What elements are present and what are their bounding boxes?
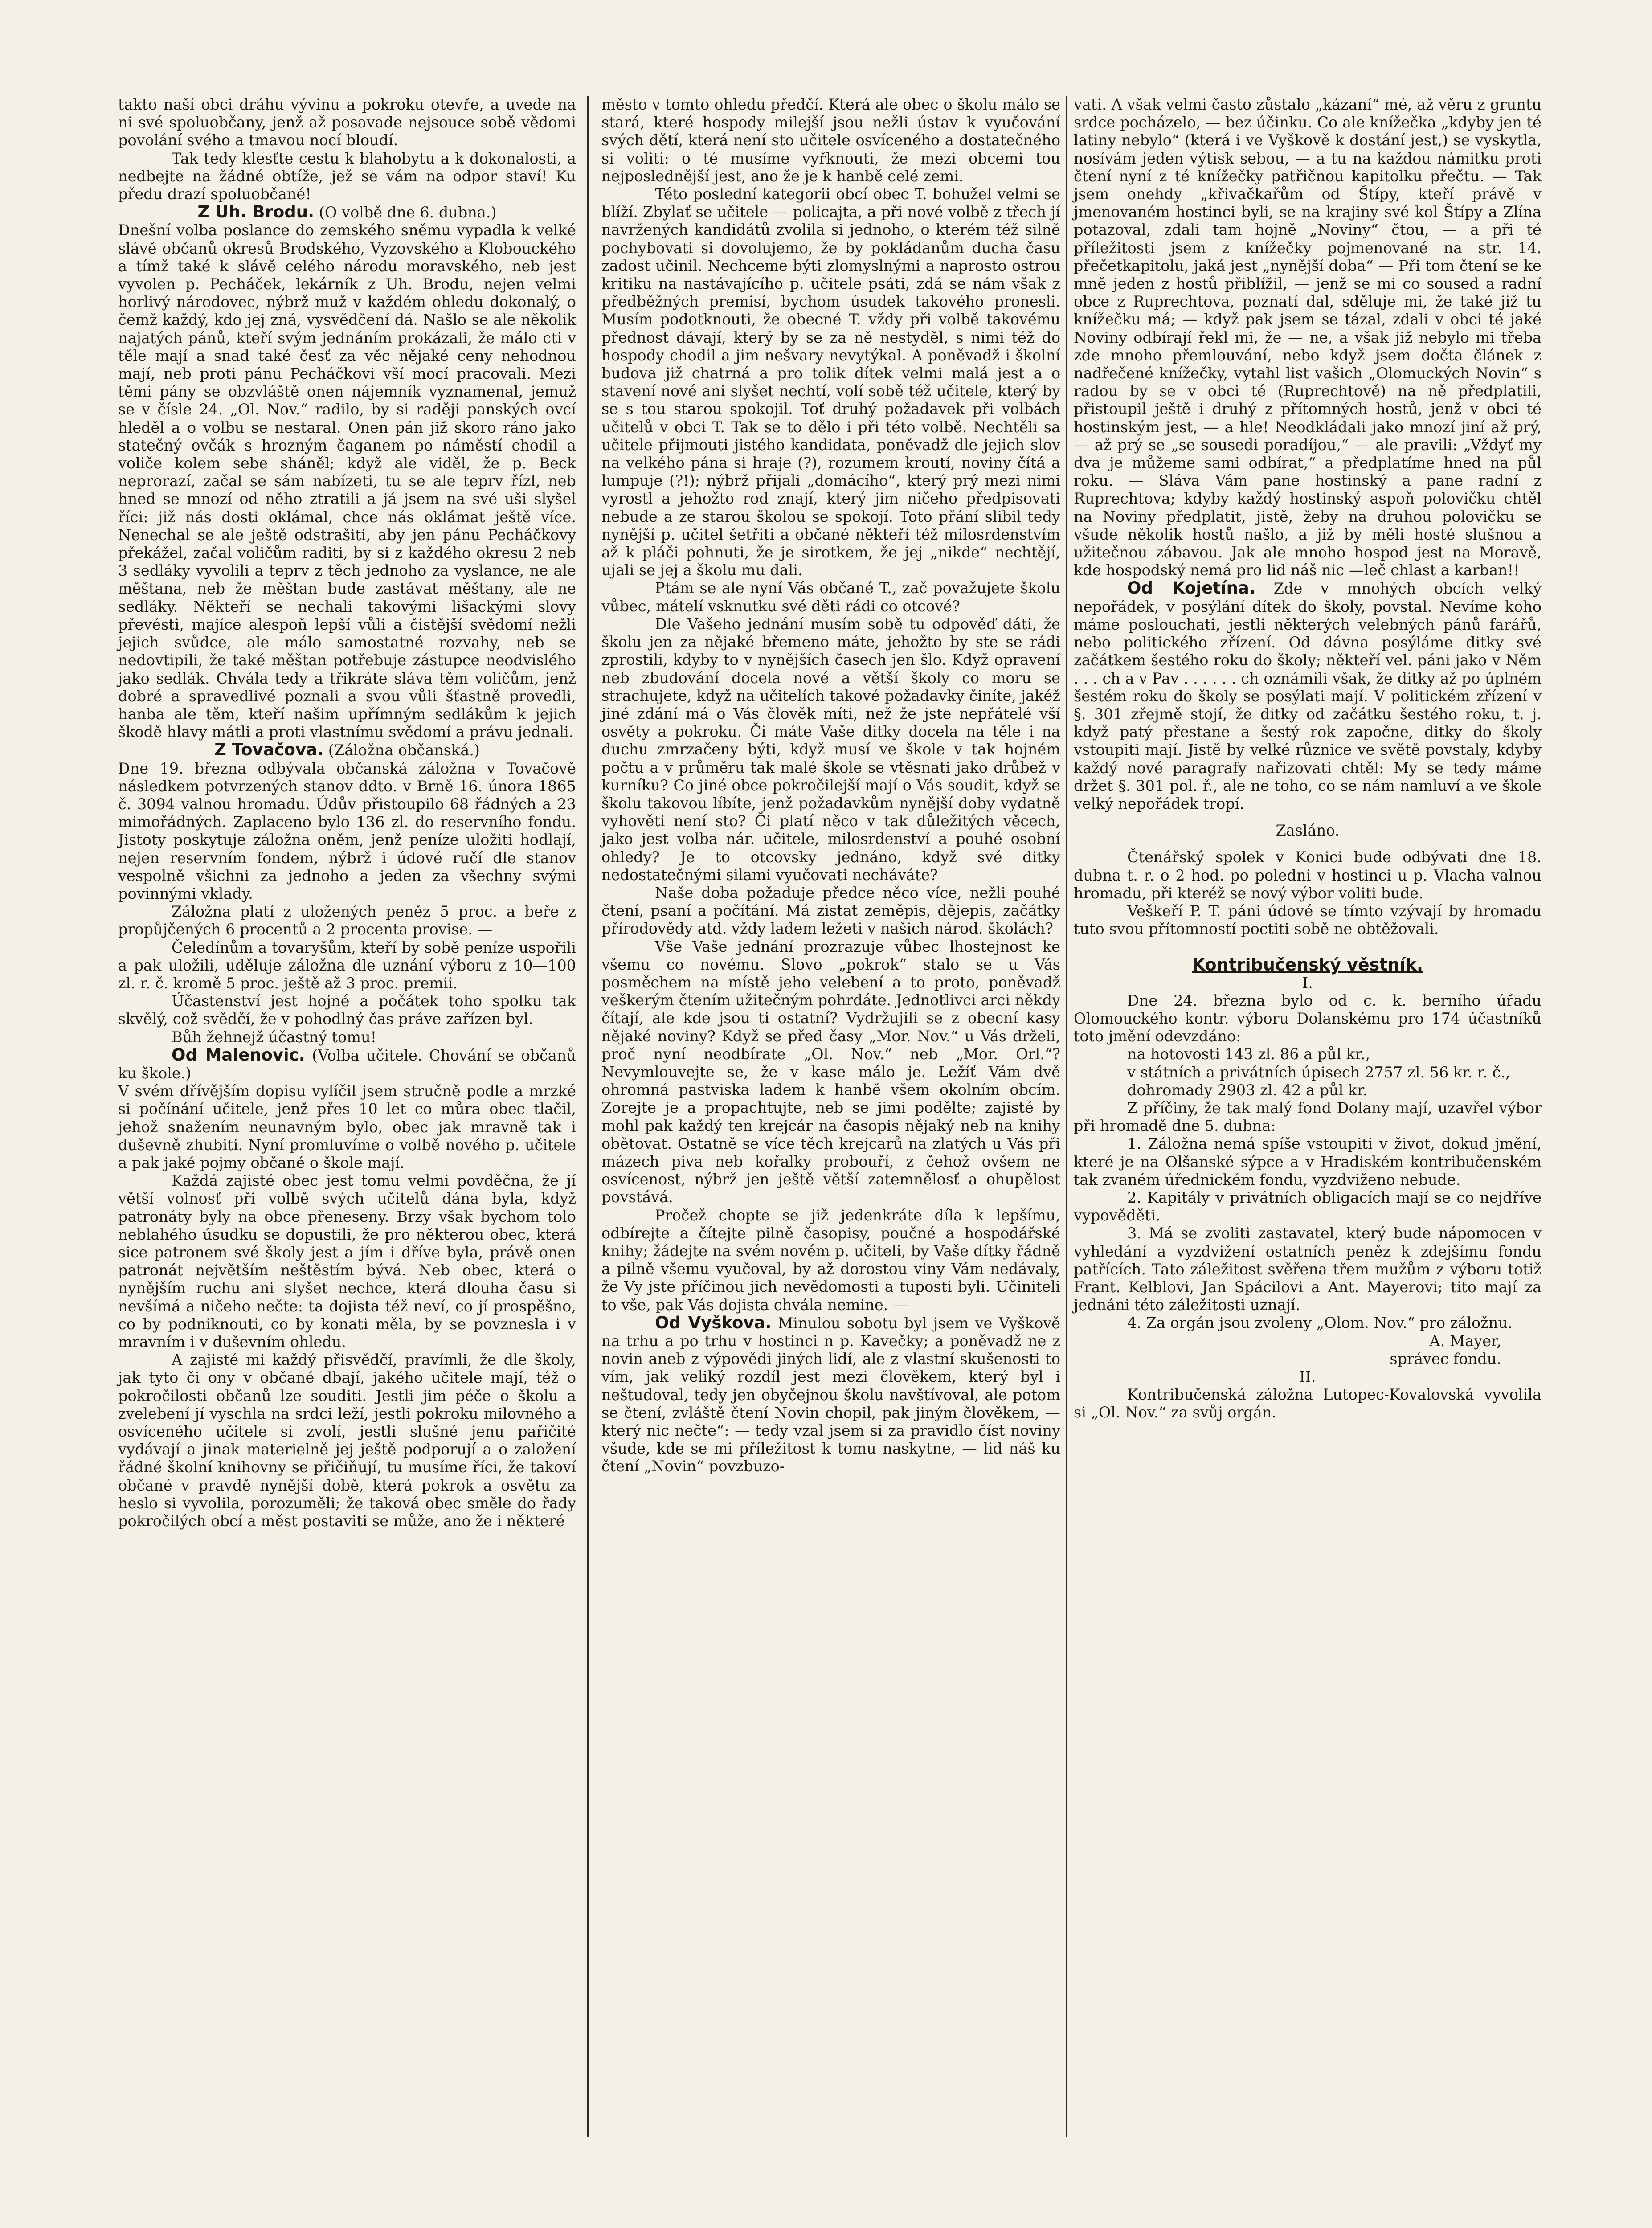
article-heading: Z Uh. Brodu. [197,202,315,222]
column-rule-right [1066,96,1067,2137]
section-label: Zasláno. [1276,822,1340,840]
signature-name: A. Mayer, [1429,1332,1501,1350]
article-heading: Od Malenovic. [172,1045,305,1065]
paragraph-inline: Zde v mnohých obcích velký nepořádek, v posýlání dítek do školy, povstal. Nevíme koho máme poslouchati, jestli některých velebných pánů farářů, nebo politického zřízení. Od dávna posýláme ditky své začátkem šestého roku do školy; někteří vel. páni jako v Něm . . . ch a v Pav . . . . . . ch oznámili však, že ditky až po úplném šestém roku do školy se posýlati mají. V politickém zřízení v §. 301 zřejmě stojí, že ditky od začátku šestého roku, t. j. když patý přestane a šestý rok započne, ditky do školy vstoupiti mají. Jistě by velké různice ve světě povstaly, kdyby každý nové paragrafy nařizovati chtěl: My se tedy máme držet §. 301 pol. ř., ale ne toho, co se nám namluví a ve škole velký nepořádek tropí. [1074,580,1542,812]
spacer [1074,840,1542,848]
paragraph: město v tomto ohledu předčí. Která ale obec o školu málo se stará, které hospody milejší jsou nežli ústav k vyučování svých dětí, která není sto učitele osvíceného a dostatečného si voliti: o té musíme vyřknouti, že mezi obcemi tou nejposlednější jest, ano že je k hanbě celé zemi. [601,96,1060,185]
paragraph: Kontribučenská záložna Lutopec-Kovalovská vyvolila si „Ol. Nov.“ za svůj orgán. [1074,1386,1542,1421]
article-heading-line [601,1314,1060,1476]
list-line: dohromady 2903 zl. 42 a půl kr. [1127,1081,1368,1099]
numbered-item: 4. Za orgán jsou zvoleny „Olom. Nov.“ pro záložnu. [1127,1314,1513,1332]
column-rule-left [587,96,589,2137]
numbered-item: 2. Kapitály v privátních obligacích mají se co nejdříve vypověděti. [1074,1188,1542,1225]
article-subheading: (Záložna občanská.) [328,741,480,759]
article-heading-line [118,741,576,759]
paragraph: Pročež chopte se již jedenkráte díla k lepšímu, odbírejte a čítejte pilně časopisy, poučné a hospodářské knihy; žádejte na svém novém p. učiteli, by Vaše dítky řádně a pilně všemu vyučoval, by až dorostou viny Vám nedávaly, že Vy jste příčinou jich nevědomosti a tuposti byli. Učiniteli to vše, pak Vás dojista chvála nemine. — [601,1206,1060,1314]
list-line: v státních a privátních úpisech 2757 zl. 56 kr. r. č., [1127,1063,1510,1081]
paragraph: Účastenství jest hojné a počátek toho spolku tak skvělý, což svědčí, že v pohodlný čas práve zařízen byl. [118,992,576,1028]
paragraph: Dnešní volba poslance do zemského sněmu vypadla k velké slávě občanů okresů Brodského, Vyzovského a Klobouckého a tímž také k slávě celého národu moravského, neb jest vyvolen p. Pecháček, lekárník z Uh. Brodu, nejen velmi horlivý národovec, nýbrž muž v každém ohledu dokonalý, o čemž každý, kdo jej zná, vysvědčení dá. Našlo se ale několik najatých pánů, kteří svým jednáním prokázali, že málo cti v těle mají a snad také česť za věc nějaké ceny nehodnou mají, neb proti pánu Pecháčkovi vší mocí pracovali. Mezi těmi pány se obzvláště onen nájemník vyznamenal, jemuž se v čísle 24. „Ol. Nov.“ radilo, by si raději panských ovcí hleděl a o volbu se nestaral. Onen pán již skoro ráno jako statečný ovčák s hrozným čaganem po náměstí chodil a voliče kolem sebe sháněl; když ale viděl, že p. Beck neprorazí, začal se sám nabízeti, tu se ale teprv řízl, neb hned se mnozí od něho ztratili a já jsem na své uši slyšel říci: již nás dosti oklámal, chce nás oklámat ještě více. Nenechal se ale ještě odstrašiti, aby jen pánu Pecháčkovy překážel, začal voličům raditi, by si z každého okresu 2 neb 3 sedláky vyvolili a teprv z těch jednoho za vyslance, ne ale měštana, neb že měštan bude zastávat měštany, ale ne sedláky. Někteří se nechali takovými lišackými slovy převésti, majíce alespoň lepší vůli a čistější svědomí nežli jejich svůdce, ale málo samostatné rozvahy, neb se nedovtipili, že také měštan potřebuje zástupce neodvislého jako sedlák. Chvála tedy a třikráte sláva těm voličům, jenž dobré a spravedlivé poznali a svou vůli šťastně provedli, hanba ale těm, kteří našim upřímným sedlákům k jejich škodě hlavy mátli a proti vlastnímu svědomí a právu jednali. [118,221,576,741]
column-2 [601,96,1060,1476]
article-heading: Z Tovačova. [214,740,324,760]
paragraph: Záložna platí z uložených peněz 5 proc. a beře z propůjčených 6 procentů a 2 procenta provise. — [118,903,576,938]
paragraph: vati. A však velmi často zůstalo „kázaní“ mé, až věru z gruntu srdce pocházelo, — bez účinku. Co ale knížečka „kdyby jen té latiny nebylo“ (která i ve Vyškově k dostání jest,) se vyskytla, nosívám jeden výtisk sebou, — a tu na každou námitku proti čtení nyní z té knížečky patřičnou kapitolku přečtu. — Tak jsem onehdy „křivačkařům od Štípy, kteří právě v jmenovaném hostinci byli, se na krajiny své kol Štípy a Zlína potazoval, zdali tam hojně „Noviny“ čtou, — a při té příležitosti jsem z knížečky pojmenované na str. 14. přečetkapitolu, jaká jest „nynější doba“ — Při tom čtení se ke mně jeden z hostů přiblížil, — jenž se mi co soused a radní obce z Ruprechtova, poznatí dal, sděluje mi, že také již tu knížečku má; — když pak jsem se tázal, zdali v obci té jaké Noviny odbírají řekl mi, že — ne, a však již nebylo mi třeba zde mnoho přemlouvání, nebo když jsem dočta článek z nadřečené knížečky, vytahl list vašich „Olomuckých Novin“ s radou by se v obci té (Ruprechtově) na ně předplatili, přistoupil ještě i druhý z přítomných hostů, jenž v obci té hostinským jest, — a hle! Neodkládali jako mnozí jiní až prý, — až prý se „se sousedi poradíjou,“ — ale pravili: „Vždyť my dva je můžeme sami odbírat,“ a předplatíme hned na půl roku. — Sláva Vám pane hostinský a pane radní z Ruprechtova; kdyby každý hostinský aspoň polovičku chtěl na Noviny předplatit, jistě, žeby na druhou polovičku se všude několik hostů našlo, a již by měli hosté slušnou a užitečnou zábavou. Jak ale mnoho hospod jest na Moravě, kde hospodský nemá pro lid náš nic —leč chlast a karban!! [1074,96,1542,579]
spacer [1074,947,1542,956]
paragraph: Této poslední kategorii obcí obec T. bohužel velmi se blíží. Zbylať se učitele — policajta, a při nové volbě z třech jí navržených kandidátů zvolila si jednoho, o kterém též silně pochybovati si dovolujemo, že by pokládanům ducha času zadost učinil. Nechceme býti zlomyslnými a naprosto ostrou kritiku na nastávajícího p. učitele psáti, zdá se nám však z předběžných premisí, bychom úsudek takového pronesli. Musím podotknouti, že obecné T. vždy při volbě takovému přednost dávají, který by se za ně nestyděl, s nimi též do hospody chodil a jim nešvary nevytýkal. A poněvadž i školní budova již chatrná a pro tolik dítek velmi malá jest a o stavení nové ani slyšet nechtí, volí sobě též učitele, který by se s tou starou spokojil. Toť druhý požadavek při volbách učitelů v obci T. Tak se to dělo i při této volbě. Nechtěli sa učitele přijmouti jistého kandidata, poněvadž dle jejich slov na velkého pána si hraje (?), rozumem kroutí, noviny čítá a lumpuje (?!); nýbrž přijali „domácího“, který prý mezi nimi vyrostl a jehožto rod znají, který jim ničeho předpisovati nebude a ze starou školou se spokojí. Toto přání slibil tedy nynější p. učitel šetřiti a občané někteří též milosrdenstvím až k pláči pohnuti, že je sirotkem, že jej „nikde“ nechtějí, ujali se jej a školu mu dali. [601,185,1060,579]
paragraph-inline: Minulou sobotu byl jsem ve Vyškově na trhu a po trhu v hostinci n p. Kavečky; a poněvadž ne z novin aneb z výpovědi jiných lidí, ale z vlastní skušenosti to vím, jak veliký rozdíl jest mezi člověkem, který byl i neštudoval, tedy jen obyčejnou školu navštívoval, ale potom se čtení, zvláště čtení Novin chopil, pak jiným člověkem, — který nic nečte“: — tedy vzal jsem si za pravidlo číst noviny všude, kde se mi příležitost k tomu naskytne, — lid náš ku čtení „Novin“ povzbuzo- [601,1314,1060,1475]
spacer [1074,813,1542,822]
article-heading-line [118,1046,576,1082]
paragraph: Dne 19. března odbývala občanská záložna v Tovačově následkem potvrzených stanov ddto. v Brně 16. února 1865 č. 3094 valnou hromadu. Údův přistoupilo 68 řádných a 23 mimořádných. Zaplaceno bylo 136 zl. do reservního fondu. Jistoty poskytuje záložna oněm, jenž peníze uložiti hodlají, nejen reservním fondem, nýbrž i údové ručí dle stanov vespolně všichni za jednoho a jeden za všechny svými povinnými vklady. [118,759,576,902]
section-heading: Kontribučenský věstník. [1192,955,1423,975]
list-line: na hotovosti 143 zl. 86 a půl kr., [1127,1045,1370,1063]
paragraph: Bůh žehnejž účastný tomu! [172,1028,377,1046]
paragraph: Vše Vaše jednání prozrazuje vůbec lhostejnost ke všemu co novému. Slovo „pokrok“ stalo se u Vás posměchem na místě jeho velebení a to proto, poněvadž veškerým čtením užitečným pohrdáte. Jednotlivci arci někdy čítají, ale kde jsou ti ostatní? Vydržujili se z obecní kasy nějaké noviny? Když se před časy „Mor. Nov.“ u Vás drželi, proč nyní neodbírate „Ol. Nov.“ neb „Mor. Orl.“? Nevymlouvejte se, že v kase málo je. Ležíť Vám dvě ohromná pastviska ladem k hanbě všem okolním obcím. Zorejte je a propachtujte, neb se jimi podělte; zajisté by mohl pak každý ten krejcár na časopis nějaký neb na knihy obětovat. Ostatně se více těch krejcarů na zlatých u Vás při mázech piva neb kořalky probouří, z čehož ovšem ne osvícenost, nýbrž jen ještě větší zatemnělosť a ohupělost povstává. [601,938,1060,1206]
paragraph: A zajisté mi každý přisvědčí, pravímli, že dle školy, jak tyto či ony v občané dbají, jakého učitele mají, též o pokročilosti občanů lze souditi. Jestli jim péče o školu a zvelebení jí vyschla na srdci leží, jestli pokroku milovného a osvíceného učitele si zvolí, jestli slušné jenu pařičité vydávají a jinak materielně jej ještě podporují a o založení řádné školní knihovny se přičiňují, tu musíme říci, že takoví občané v pravdě nynější době, která pokrok a osvětu za heslo si vyvolila, porozuměli; že taková obec směle do řady pokročilých obcí a měst postaviti se může, ano že i některé [118,1351,576,1530]
spacer [1074,938,1542,947]
paragraph: Každá zajisté obec jest tomu velmi povděčna, že jí větší volnosť při volbě svých učitelů dána byla, když patronáty byly na obce přeneseny. Brzy však bychom tolo neblahého úsudku se dopustili, že pro některou obec, která sice patronem své školy jest a jím i dříve byla, právě onen patronát největším neštěstím bývá. Neb obec, která o nynějším ruchu ani slyšet nechce, která dlouha času si nevšímá a ničeho nečte: ta dojista též neví, co jí prospěšno, co by podniknouti, co by konati měla, by se povznesla i v mravním i v duševním ohledu. [118,1172,576,1351]
numbered-item: 1. Záložna nemá spíše vstoupiti v život, dokud jmění, které je na Olšanské sýpce a v Hradiském kontribučenském tak zvaném úřednickém fondu, vyzdviženo nebude. [1074,1135,1542,1188]
paragraph: Čtenářský spolek v Konici bude odbývati dne 18. dubna t. r. o 2 hod. po poledni v hostinci u p. Vlacha valnou hromadu, při kteréž se nový výbor voliti bude. [1074,848,1542,902]
paragraph: Dle Vašeho jednání musím sobě tu odpověď dáti, že školu jen za nějaké břemeno máte, jehožto by ste se rádi zprostili, kdyby to v nynějších časech jen šlo. Když opravení neb zbudování docela nové a větší školy co moru se strachujete, když na učitelích takové požadavky činíte, jakéž jiné zdání má o Vás člověk míti, než že jste nepřátelé vší osvěty a pokroku. Či máte Vaše ditky docela na těle i na duchu zmrzačeny býti, když musí ve škole v tak hojném počtu a v průměru tak malé škole se vtěsnati jako drůbež v kurníku? Co jiné obce pokročilejší mají o Vás soudit, když se školu takovou líbíte, jenž požadavkům nynější doby vydatně vyhověti není sto? Či platí něco v tak důležitých věcech, jako jest volba nár. učitele, milosrdenství a pouhé osobní ohledy? Je to otcovsky jednáno, když své ditky nedostatečnými silami vyučovati necháváte? [601,615,1060,884]
article-heading: Od Kojetína. [1127,578,1255,598]
paragraph: Naše doba požaduje předce něco více, nežli pouhé čtení, psaní a počítání. Má zistat zeměpis, dějepis, začátky přírodovědy atd. vždy ladem ležeti v našich národ. školách? [601,884,1060,938]
article-heading-line [118,203,576,221]
paragraph: Z příčiny, že tak malý fond Dolany mají, uzavřel výbor při hromadě dne 5. dubna: [1074,1099,1542,1135]
column-3 [1074,96,1542,1422]
article-heading: Od Vyškova. [655,1313,772,1332]
paragraph: takto naší obci dráhu vývinu a pokroku otevře, a uvede na ni své spoluobčany, jenž až posavade nejsouce sobě vědomi povolání svého a tmavou nocí bloudí. [118,96,576,149]
signature-title: správec fondu. [1390,1350,1501,1368]
paragraph: Ptám se ale nyní Vás občané T., zač považujete školu vůbec, mátelí vsknutku své děti rádi co otcové? [601,579,1060,615]
section-number: II. [1299,1368,1316,1386]
paragraph: Čeledínům a tovaryšům, kteří by sobě peníze uspořili a pak uložili, uděluje záložna dle uznání výboru z 10—100 zl. r. č. kromě 5 proc. ještě až 3 proc. premii. [118,938,576,992]
article-subheading: (O volbě dne 6. dubna.) [319,204,497,221]
paragraph: Tak tedy klesťte cestu k blahobytu a k dokonalosti, a nedbejte na žádné obtíže, jež se vám na odpor staví! Ku předu drazí spoluobčané! [118,149,576,203]
paragraph: Dne 24. března bylo od c. k. berního úřadu Olomouckého kontr. výboru Dolanskému pro 174 účastníků toto jmění odevzdáno: [1074,991,1542,1045]
paragraph: Veškeří P. T. páni údové se tímto vzývají by hromadu tuto svou přítomností poctiti sobě ne obtěžovali. [1074,902,1542,938]
column-1 [118,96,576,1530]
numbered-item: 3. Má se zvoliti zastavatel, který bude nápomocen v vyhledání a vyzdvižení ostatních peněz k zdejšímu fondu patřících. Tato záležitost svěřena třem mužům z výboru totiž Frant. Kelblovi, Jan Spácilovi a Ant. Mayerovi; tito mají za jednáni této záležitosti uznají. [1074,1225,1542,1314]
article-heading-line [1074,579,1542,813]
section-number: I. [1302,974,1313,991]
paragraph: V svém dřívějším dopisu vylíčil jsem stručně podle a mrzké si počínání učitele, jenž přes 10 let co můra obec tlačil, jehož snažením neunavným bylo, obec jak mravně tak i duševně zhubiti. Nyní promluvíme o volbě nového p. učitele a pak jaké pojmy občané o škole mají. [118,1082,576,1171]
article-subheading: (Volba učitele. Chování se občanů ku škole.) [118,1046,577,1082]
